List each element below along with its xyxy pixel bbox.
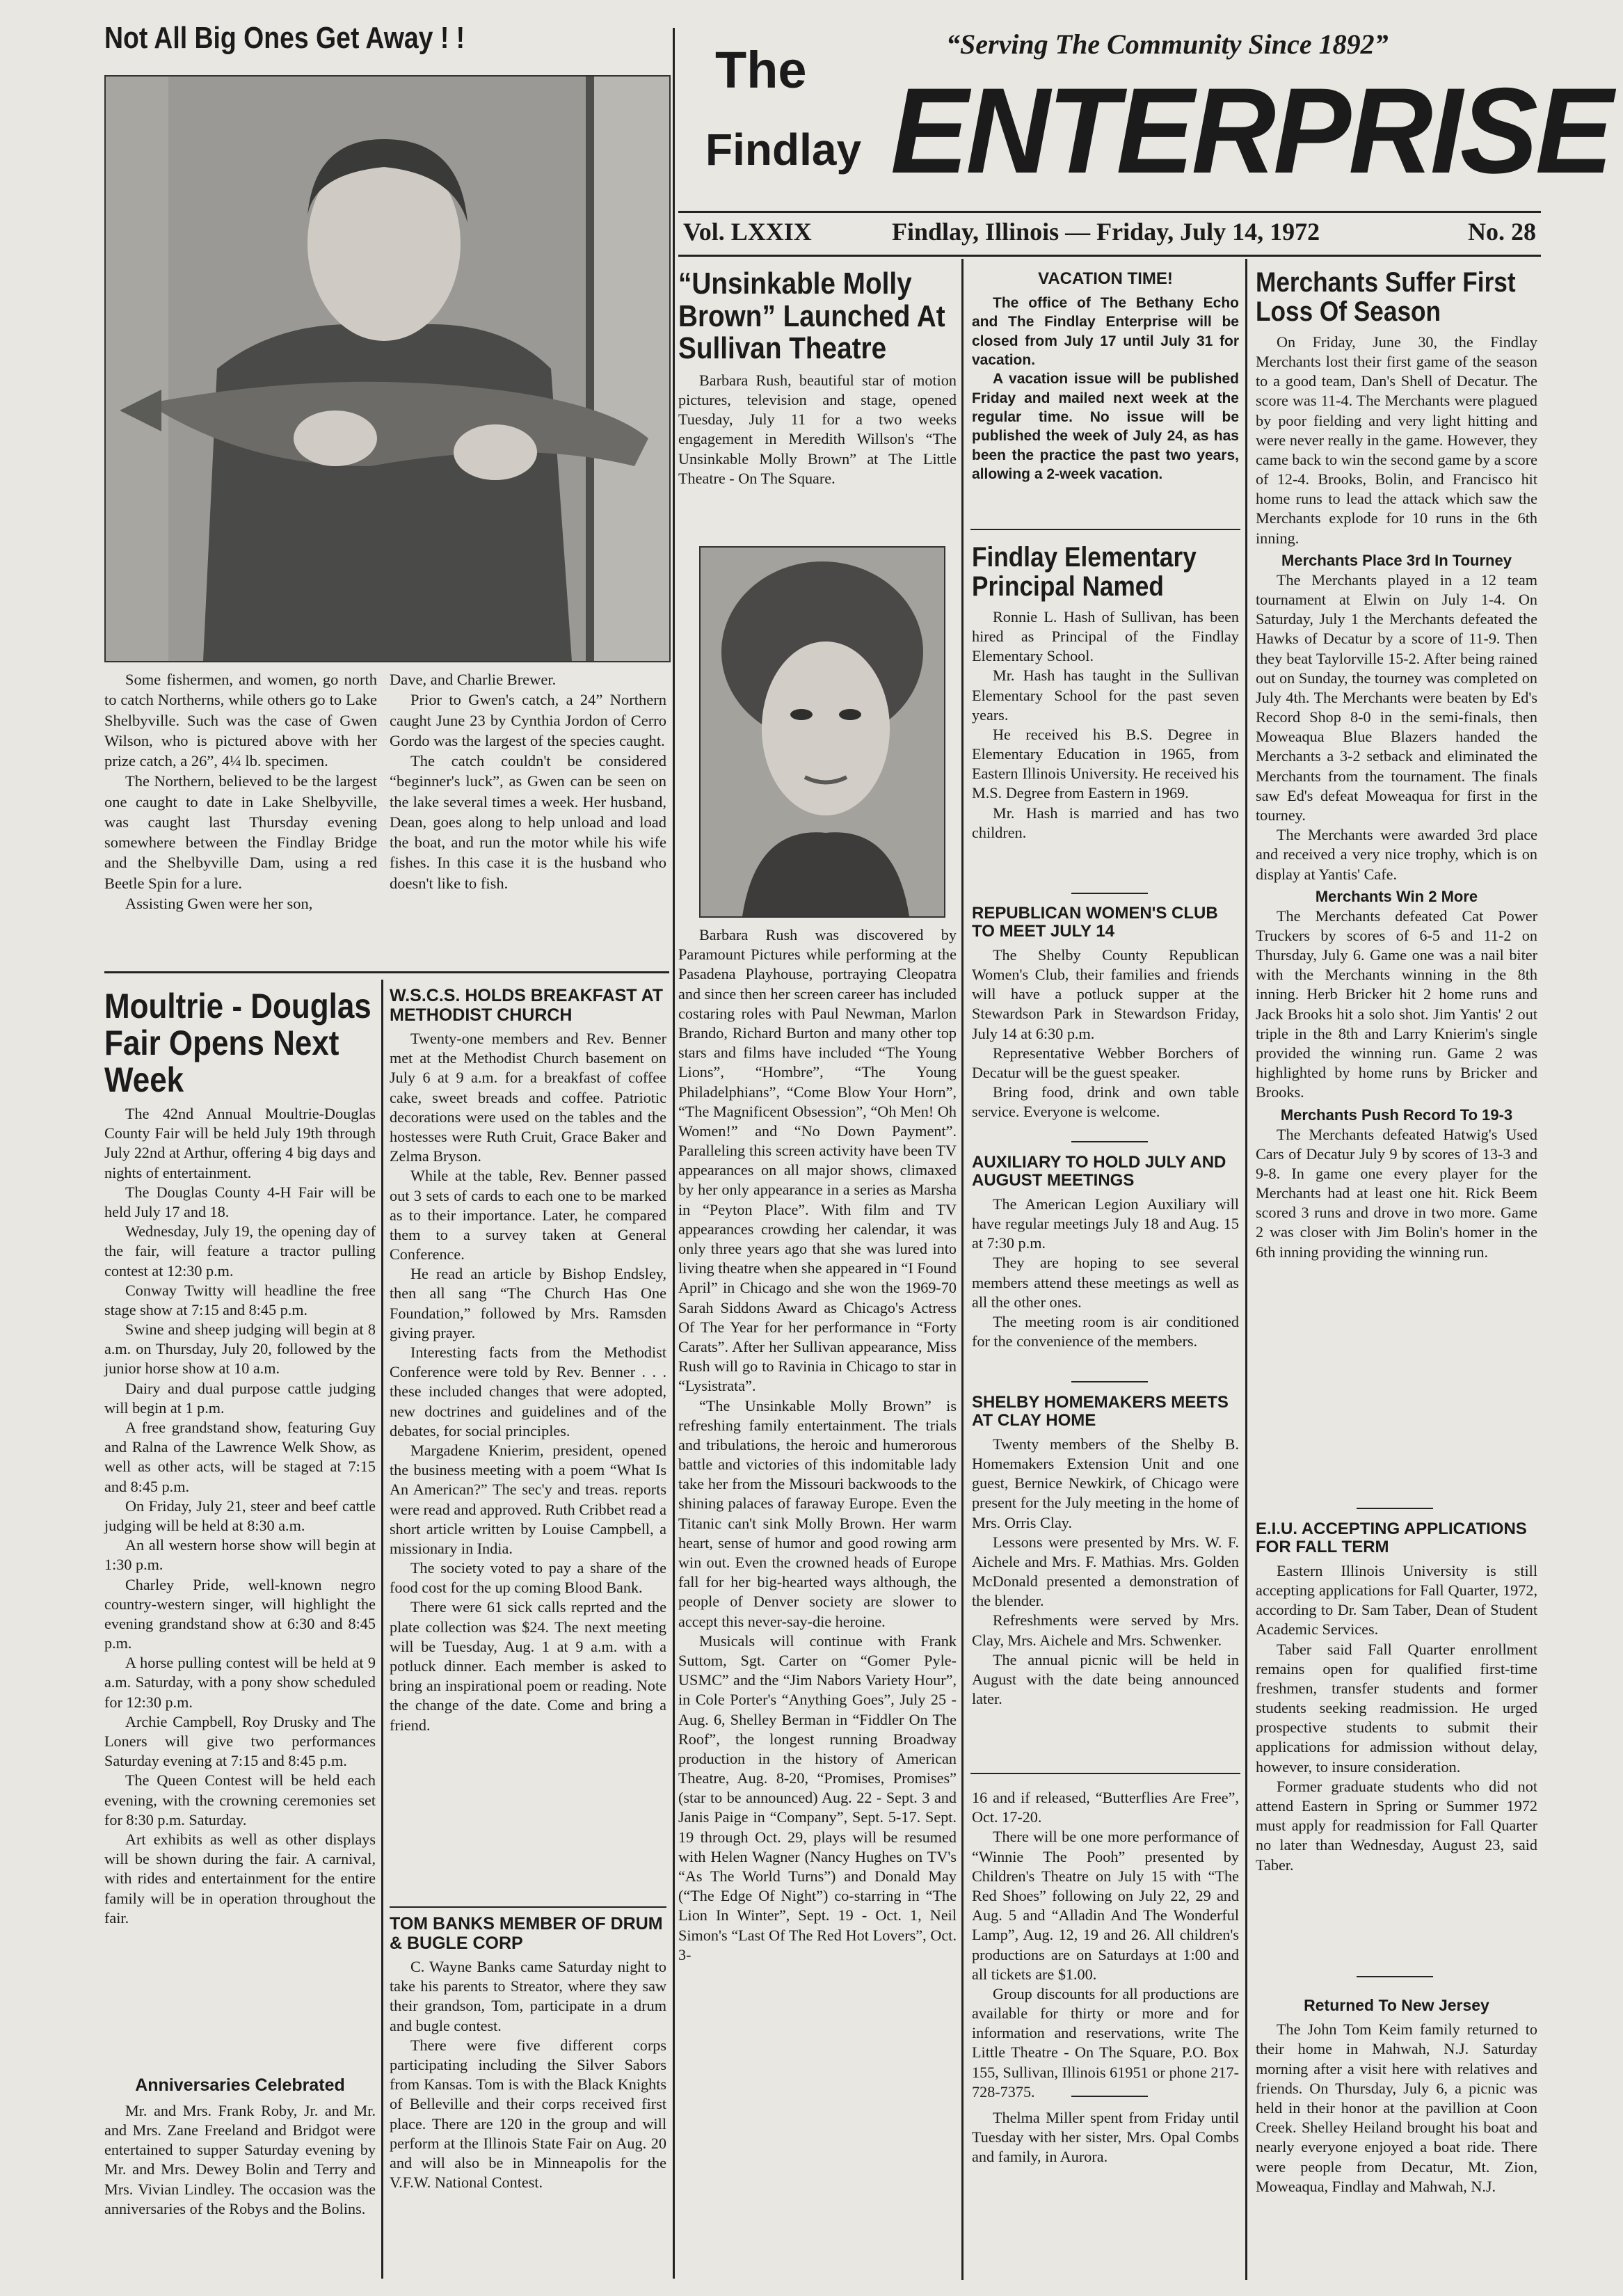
eiu-paragraph: Taber said Fall Quarter enrollment remains open for qualified first-time freshmen, transfer students and former students seeking readmission. He urged prospective students to submit their applications for admission without delay, however, to insure consideration. — [1256, 1640, 1537, 1776]
tom-banks-headline: TOM BANKS MEMBER OF DRUM & BUGLE CORP — [390, 1914, 663, 1953]
masthead-motto: “Serving The Community Since 1892” — [946, 29, 1389, 60]
fish-photo — [104, 75, 671, 662]
fair-paragraph: Charley Pride, well-known negro country-western singer, will highlight the evening grandstand show at 6:30 and 8:45 p.m. — [104, 1575, 376, 1652]
wscs-paragraph: Twenty-one members and Rev. Benner met at the Methodist Church basement on July 6 at 9 a.m. for a breakfast of coffee cake, sweet breads and coffee. Patriotic decorations were used on the tables and the hostesses were Ruth Cruit, Grace Baker and Zelma Bryson. — [390, 1030, 666, 1165]
fair-paragraph: Conway Twitty will headline the free stage show at 7:15 and 8:45 p.m. — [104, 1281, 376, 1318]
fair-paragraph: Dairy and dual purpose cattle judging will begin at 1 p.m. — [104, 1379, 376, 1417]
issue-number: No. 28 — [1468, 218, 1536, 246]
fair-headline: Moultrie - Douglas Fair Opens Next Week — [104, 987, 371, 1099]
anniversaries-headline: Anniversaries Celebrated — [135, 2075, 345, 2095]
merchants-paragraph: The Merchants played in a 12 team tournament at Elwin on July 1-4. On Saturday, July 1 the Merchants defeated the Hawks of Decatur by a score of 11-9. Then they beat Taylorville 15-2. After being rained out on Sunday, the tourney was completed on July 4th. The Merchants were beaten by Ed's Record Shop 8-0 in the semi-finals, then Moweaqua Blue Blazers handed the Merchants a 3-2 setback and eliminated the Merchants from the tournament. The finals saw Ed's defeat Moweaqua for first in the tourney. — [1256, 571, 1537, 824]
new-jersey-article — [1256, 1995, 1537, 2197]
tom-banks-article — [390, 1915, 666, 2192]
molly-brown-paragraph: Group discounts for all productions are available for thirty or more and for information and reservations, write The Little Theatre - On The Square, P.O. Box 155, Sullivan, Illinois 61951 or phone 217-728-7375. — [972, 1984, 1239, 2100]
fair-paragraph: Art exhibits as well as other displays will be shown during the fair. A carnival, with rides and entertainment for the entire family will be in operation throughout the fair. — [104, 1830, 376, 1927]
auxiliary-headline: AUXILIARY TO HOLD JULY AND AUGUST MEETINGS — [972, 1153, 1226, 1190]
molly-brown-paragraph: Musicals will continue with Frank Suttom, Sgt. Carter on “Gomer Pyle-USMC” and the “Jim Nabors Variety Hour”, in Cole Porter's “Anything Goes”, July 25 - Aug. 6, Shelley Berman in “Fiddler On The Roof”, the longest running Broadway production in the history of American Theatre, Aug. 8-20, “Promises, Promises” (star to be announced) Aug. 22 - Sept. 3 and Janis Paige in “Company”, Sept. 5-17. Sept. 19 through Oct. 29, plays will be resumed with Helen Wagner (Nancy Hughes on TV's “As The World Turns”) and Donald May (“The Edge Of Night”) co-starring in “The Lion In Winter”, Sept. 19 - Oct. 1, Neil Simon's “Last Of The Red Hot Lovers”, Oct. 3- — [678, 1632, 957, 1963]
caption-paragraph: The Northern, believed to be the largest one caught to date in Lake Shelbyville, was caught last Thursday evening somewhere between the Findlay Bridge and the Shelbyville Dam, using a red Beetle Spin for a lure. — [104, 772, 377, 892]
republican-paragraph: Representative Webber Borchers of Decatur will be the guest speaker. — [972, 1044, 1239, 1081]
vacation-paragraph: The office of The Bethany Echo and The Findlay Enterprise will be closed from July 17 until July 31 for vacation. — [972, 295, 1239, 369]
wscs-paragraph: He read an article by Bishop Endsley, then all sang “The Church Has One Foundation,” followed by Mrs. Ramsden giving prayer. — [390, 1265, 666, 1341]
tom-banks-paragraph: C. Wayne Banks came Saturday night to take his parents to Streator, where they saw their grandson, Tom, participate in a drum and bugle contest. — [390, 1958, 666, 2034]
masthead-findlay: Findlay — [705, 125, 862, 175]
auxiliary-article — [972, 1154, 1239, 1351]
merchants-paragraph: On Friday, June 30, the Findlay Merchants lost their first game of the season to a good team, Dan's Shell of Decatur. The score was 11-4. The Merchants were plagued by poor fielding and very light hitting and were never really in the game. However, they came back to win the second game by a score of 12-4. Brooks, Bolin, and Francisco hit home runs to lead the attack which saw the Merchants explode for 10 runs in the 6th inning. — [1256, 333, 1537, 547]
molly-brown-paragraph: There will be one more performance of “Winnie The Pooh” presented by Children's Theatre on July 15 with “The Red Shoes” following on July 22, 29 and Aug. 5 and “Alladin And The Wonderful Lamp”, Aug. 12, 19 and 26. All children's productions are on Saturdays at 1:00 and all tickets are $1.00. — [972, 1828, 1239, 1983]
principal-paragraph: He received his B.S. Degree in Elementary Education in 1965, from Eastern Illinois University. He received his M.S. Degree from Eastern in 1969. — [972, 725, 1239, 802]
wscs-paragraph: While at the table, Rev. Benner passed out 3 sets of cards to each one to be marked as to their importance. Later, he compared them to a survey taken at General Conference. — [390, 1167, 666, 1263]
wscs-paragraph: The society voted to pay a share of the food cost for the up coming Blood Bank. — [390, 1559, 666, 1597]
republican-paragraph: The Shelby County Republican Women's Club, their families and friends will have a potluck supper at the Stewardson Park in Stewardson Friday, July 14 at 6:30 p.m. — [972, 946, 1239, 1042]
molly-brown-paragraph: Barbara Rush was discovered by Paramount Pictures while performing at the Pasadena Playhouse, portraying Cleopatra and since then her screen career has included costaring roles with Paul Newman, Marlon Brando, Richard Burton and many other top stars and films have included “The Young Lions”, “Hombre”, “The Young Philadelphians”, “Come Blow Your Horn”, “The Magnificent Obsession”, “Oh Men! Oh Women!” and “No Down Payment”. Paralleling this screen activity have been TV appearances on all major shows, climaxed by her only appearance in a series as Marsha in “Peyton Place”. With film and TV appearances crowding her calendar, it was only three years ago that she was lured into living theatre when she appeared in “I Found April” in Chicago and she won the 1969-70 Sarah Siddons Award as Chicago's Actress Of The Year for her performance in “Forty Carats”. After her Sullivan appearance, Miss Rush will go to Ravinia in Chicago to star in “Lysistrata”. — [678, 926, 957, 1395]
homemakers-paragraph: Refreshments were served by Mrs. Clay, Mrs. Aichele and Mrs. Schwenker. — [972, 1611, 1239, 1649]
caption-paragraph: Assisting Gwen were her son, — [125, 894, 313, 912]
tom-banks-paragraph: There were five different corps participating including the Silver Sabors from Kansas. Tom is with the Black Knights of Belleville and their corps received first place. There are 120 in the group and will perform at the Illinois State Fair on Aug. 20 and will also be in Minneapolis for the V.F.W. National Contest. — [390, 2036, 666, 2192]
principal-paragraph: Mr. Hash has taught in the Sullivan Elementary School for the past seven years. — [972, 667, 1239, 724]
caption-paragraph: The catch couldn't be considered “beginner's luck”, as Gwen can be seen on the lake several times a week. Her husband, Dean, goes along to help unload and load the boat, and run the motor while his wife fishes. In this case it is the husband who doesn't like to fish. — [390, 752, 666, 892]
eiu-headline: E.I.U. ACCEPTING APPLICATIONS FOR FALL TERM — [1256, 1520, 1527, 1557]
wscs-paragraph: There were 61 sick calls reprted and the plate collection was $24. The next meeting will be Tuesday, Aug. 1 at 9 a.m. with a potluck dinner. Each member is asked to bring an inspirational poem or reading. Note the change of the date. Come and bring a friend. — [390, 1598, 666, 1734]
portrait-photo-icon — [701, 548, 944, 916]
kicker-headline: Not All Big Ones Get Away ! ! — [104, 21, 465, 55]
new-jersey-paragraph: The John Tom Keim family returned to their home in Mahwah, N.J. Saturday morning after a visit here with relatives and friends. On Thursday, July 6, a picnic was held in their honor at the pavillion at Coon Creek. Shelley Heiland brought his boat and nearly everyone enjoyed a boat ride. There were people from Decatur, Mt. Zion, Moweaqua, Findlay and Mahwah, N.J. — [1256, 2020, 1537, 2195]
fair-article — [104, 988, 376, 1928]
merchants-subhead: Merchants Push Record To 19-3 — [1280, 1106, 1513, 1124]
molly-brown-paragraph: Barbara Rush, beautiful star of motion pictures, television and stage, opened Tuesday, July 11 for a two weeks engagement in Meredith Willson's “The Unsinkable Molly Brown” at The Little Theatre - On The Square. — [678, 371, 957, 487]
wscs-article — [390, 987, 666, 1735]
caption-paragraph: Some fishermen, and women, go north to catch Northerns, while others go to Lake Shelbyville. Such was the case of Gwen Wilson, who is pictured above with her prize catch, a 26”, 4¼ lb. specimen. — [104, 671, 377, 770]
new-jersey-headline: Returned To New Jersey — [1304, 1996, 1489, 2014]
principal-headline: Findlay Elementary Principal Named — [972, 542, 1197, 603]
masthead-title: ENTERPRISE — [890, 63, 1611, 199]
merchants-headline: Merchants Suffer First Loss Of Season — [1256, 267, 1516, 328]
thelma-item — [972, 2108, 1239, 2167]
fair-paragraph: On Friday, July 21, steer and beef cattle judging will be held at 8:30 a.m. — [104, 1497, 376, 1534]
merchants-subhead: Merchants Win 2 More — [1315, 887, 1478, 905]
merchants-paragraph: The Merchants defeated Hatwig's Used Cars of Decatur July 9 by scores of 13-3 and 9-8. In game one every player for the Merchants had at least one hit. Rick Beem scored 3 runs and drove in two more. Game 2 was closer with Jim Bolin's homer in the 6th inning providing the winning run. — [1256, 1125, 1537, 1261]
molly-brown-paragraph: 16 and if released, “Butterflies Are Free”, Oct. 17-20. — [972, 1789, 1239, 1826]
molly-brown-continued — [972, 1788, 1239, 2102]
principal-article — [972, 543, 1239, 843]
fair-paragraph: The Douglas County 4-H Fair will be held July 17 and 18. — [104, 1183, 376, 1220]
woman-holding-fish-icon — [106, 77, 669, 661]
homemakers-paragraph: Lessons were presented by Mrs. W. F. Aichele and Mrs. F. Mathias. Mrs. Golden McDonald presented a demonstration of the blender. — [972, 1533, 1239, 1610]
merchants-paragraph: The Merchants were awarded 3rd place and received a very nice trophy, which is on display at Yantis' Cafe. — [1256, 826, 1537, 883]
wscs-paragraph: Margadene Knierim, president, opened the business meeting with a poem “What Is An American?” The sec'y and treas. reports were read and approved. Ruth Cribbet read a short article written by Louise Campbell, a missionary in India. — [390, 1441, 666, 1557]
masthead — [696, 21, 1611, 223]
homemakers-headline: SHELBY HOMEMAKERS MEETS AT CLAY HOME — [972, 1393, 1229, 1430]
homemakers-paragraph: The annual picnic will be held in August with the date being announced later. — [972, 1650, 1239, 1708]
caption-paragraph: Prior to Gwen's catch, a 24” Northern caught June 23 by Cynthia Jordon of Cerro Gordo was the largest of the species caught. — [390, 691, 666, 749]
molly-brown-paragraph: “The Unsinkable Molly Brown” is refreshing family entertainment. The trials and tribulations, the heroic and humerorous battle and victories of this indomitable lady take her from the Missouri backwoods to the shining palaces of faraway Europe. Even the Titanic can't sink Molly Brown. Her warm heart, sense of humor and good rowing arm win out. Even the crowned heads of Europe fall for her big-hearted ways although, the people of Denver society are slower to accept this never-say-die heroine. — [678, 1396, 957, 1630]
caption-paragraph: Dave, and Charlie Brewer. — [390, 671, 557, 688]
anniversaries-article — [104, 2075, 376, 2219]
fair-paragraph: Archie Campbell, Roy Drusky and The Loners will give two performances Saturday evening at 7:15 and 8:45 p.m. — [104, 1712, 376, 1770]
volume-label: Vol. LXXIX — [683, 218, 812, 246]
wscs-headline: W.S.C.S. HOLDS BREAKFAST AT METHODIST CHURCH — [390, 986, 664, 1025]
fair-paragraph: The Queen Contest will be held each evening, with the crowning ceremonies set for 8:30 p.m. Saturday. — [104, 1771, 376, 1828]
homemakers-paragraph: Twenty members of the Shelby B. Homemakers Extension Unit and one guest, Bernice Newkirk, of Chicago were present for the July meeting in the home of Mrs. Orris Clay. — [972, 1435, 1239, 1531]
dateline-text: Findlay, Illinois — Friday, July 14, 1972 — [892, 218, 1320, 246]
merchants-subhead: Merchants Place 3rd In Tourney — [1281, 551, 1512, 569]
vacation-paragraph: A vacation issue will be published Friday and mailed next week at the regular time. No issue will be published the week of July 24, as has been the practice the past two years, allowing a 2-week vacation. — [972, 371, 1239, 482]
molly-brown-article — [678, 925, 957, 1965]
fair-paragraph: A free grandstand show, featuring Guy and Ralna of the Lawrence Welk Show, as well as other acts, will be staged at 7:15 and 8:45 p.m. — [104, 1419, 376, 1495]
auxiliary-paragraph: They are hoping to see several members attend these meetings as well as all the other ones. — [972, 1254, 1239, 1311]
molly-brown-headline: “Unsinkable Molly Brown” Launched At Sullivan Theatre — [678, 266, 945, 366]
eiu-paragraph: Eastern Illinois University is still accepting applications for Fall Quarter, 1972, according to Dr. Sam Taber, Dean of Student Academic Services. — [1256, 1561, 1537, 1639]
republican-headline: REPUBLICAN WOMEN'S CLUB TO MEET JULY 14 — [972, 904, 1218, 941]
vacation-notice — [972, 268, 1239, 484]
barbara-rush-portrait — [699, 546, 945, 918]
wscs-paragraph: Interesting facts from the Methodist Conference were told by Rev. Benner . . . these included changes that were adopted, new doctrines and guidelines and of the debates, for social principles. — [390, 1344, 666, 1440]
republican-article — [972, 904, 1239, 1122]
eiu-article — [1256, 1520, 1537, 1875]
principal-paragraph: Ronnie L. Hash of Sullivan, has been hired as Principal of the Findlay Elementary School. — [972, 607, 1239, 665]
dateline-bar — [683, 217, 1536, 253]
masthead-the: The — [715, 41, 807, 99]
merchants-paragraph: The Merchants defeated Cat Power Truckers by scores of 6-5 and 11-2 on Thursday, July 6. Game one was a nail biter with the Merchants winning in the 8th inning. Herb Bricker hit 2 home runs and Jack Brooks hit a solo shot. Jim Yantis' 2 out triple in the 8th and Larry Knierim's single provided the winning run. Game 2 was highlighted by home runs by Bricker and Brooks. — [1256, 907, 1537, 1101]
thelma-paragraph: Thelma Miller spent from Friday until Tuesday with her sister, Mrs. Opal Combs and family, in Aurora. — [972, 2109, 1239, 2166]
eiu-paragraph: Former graduate students who did not attend Eastern in Spring or Summer 1972 must apply for readmission for Fall Quarter no later than Wednesday, August 23, said Taber. — [1256, 1777, 1537, 1874]
fish-caption-left — [104, 669, 377, 914]
fair-paragraph: Swine and sheep judging will begin at 8 a.m. on Thursday, July 20, followed by the junior horse show at 10 a.m. — [104, 1321, 376, 1378]
merchants-article — [1256, 268, 1537, 1262]
auxiliary-paragraph: The meeting room is air conditioned for the convenience of the members. — [972, 1312, 1239, 1350]
fish-caption-right — [390, 669, 666, 893]
fair-paragraph: The 42nd Annual Moultrie-Douglas County Fair will be held July 19th through July 22nd at Arthur, offering 4 big days and nights of entertainment. — [104, 1105, 376, 1181]
vacation-headline: VACATION TIME! — [1038, 269, 1173, 288]
principal-paragraph: Mr. Hash is married and has two children. — [972, 804, 1239, 841]
molly-brown-intro — [678, 268, 957, 488]
auxiliary-paragraph: The American Legion Auxiliary will have regular meetings July 18 and Aug. 15 at 7:30 p.m. — [972, 1195, 1239, 1252]
republican-paragraph: Bring food, drink and own table service. Everyone is welcome. — [972, 1083, 1239, 1121]
fair-paragraph: A horse pulling contest will be held at 9 a.m. Saturday, with a pony show scheduled for 12:30 p.m. — [104, 1654, 376, 1711]
homemakers-article — [972, 1394, 1239, 1709]
fair-paragraph: Wednesday, July 19, the opening day of the fair, will feature a tractor pulling contest at 12:30 p.m. — [104, 1222, 376, 1279]
fair-paragraph: An all western horse show will begin at 1:30 p.m. — [104, 1536, 376, 1574]
anniversaries-paragraph: Mr. and Mrs. Frank Roby, Jr. and Mr. and Mrs. Zane Freeland and Bridgot were entertained to supper Saturday evening by Mr. and Mrs. Dewey Bolin and Terry and Mrs. Vivian Lindley. The occasion was the anniversaries of the Robys and the Bolins. — [104, 2101, 376, 2217]
